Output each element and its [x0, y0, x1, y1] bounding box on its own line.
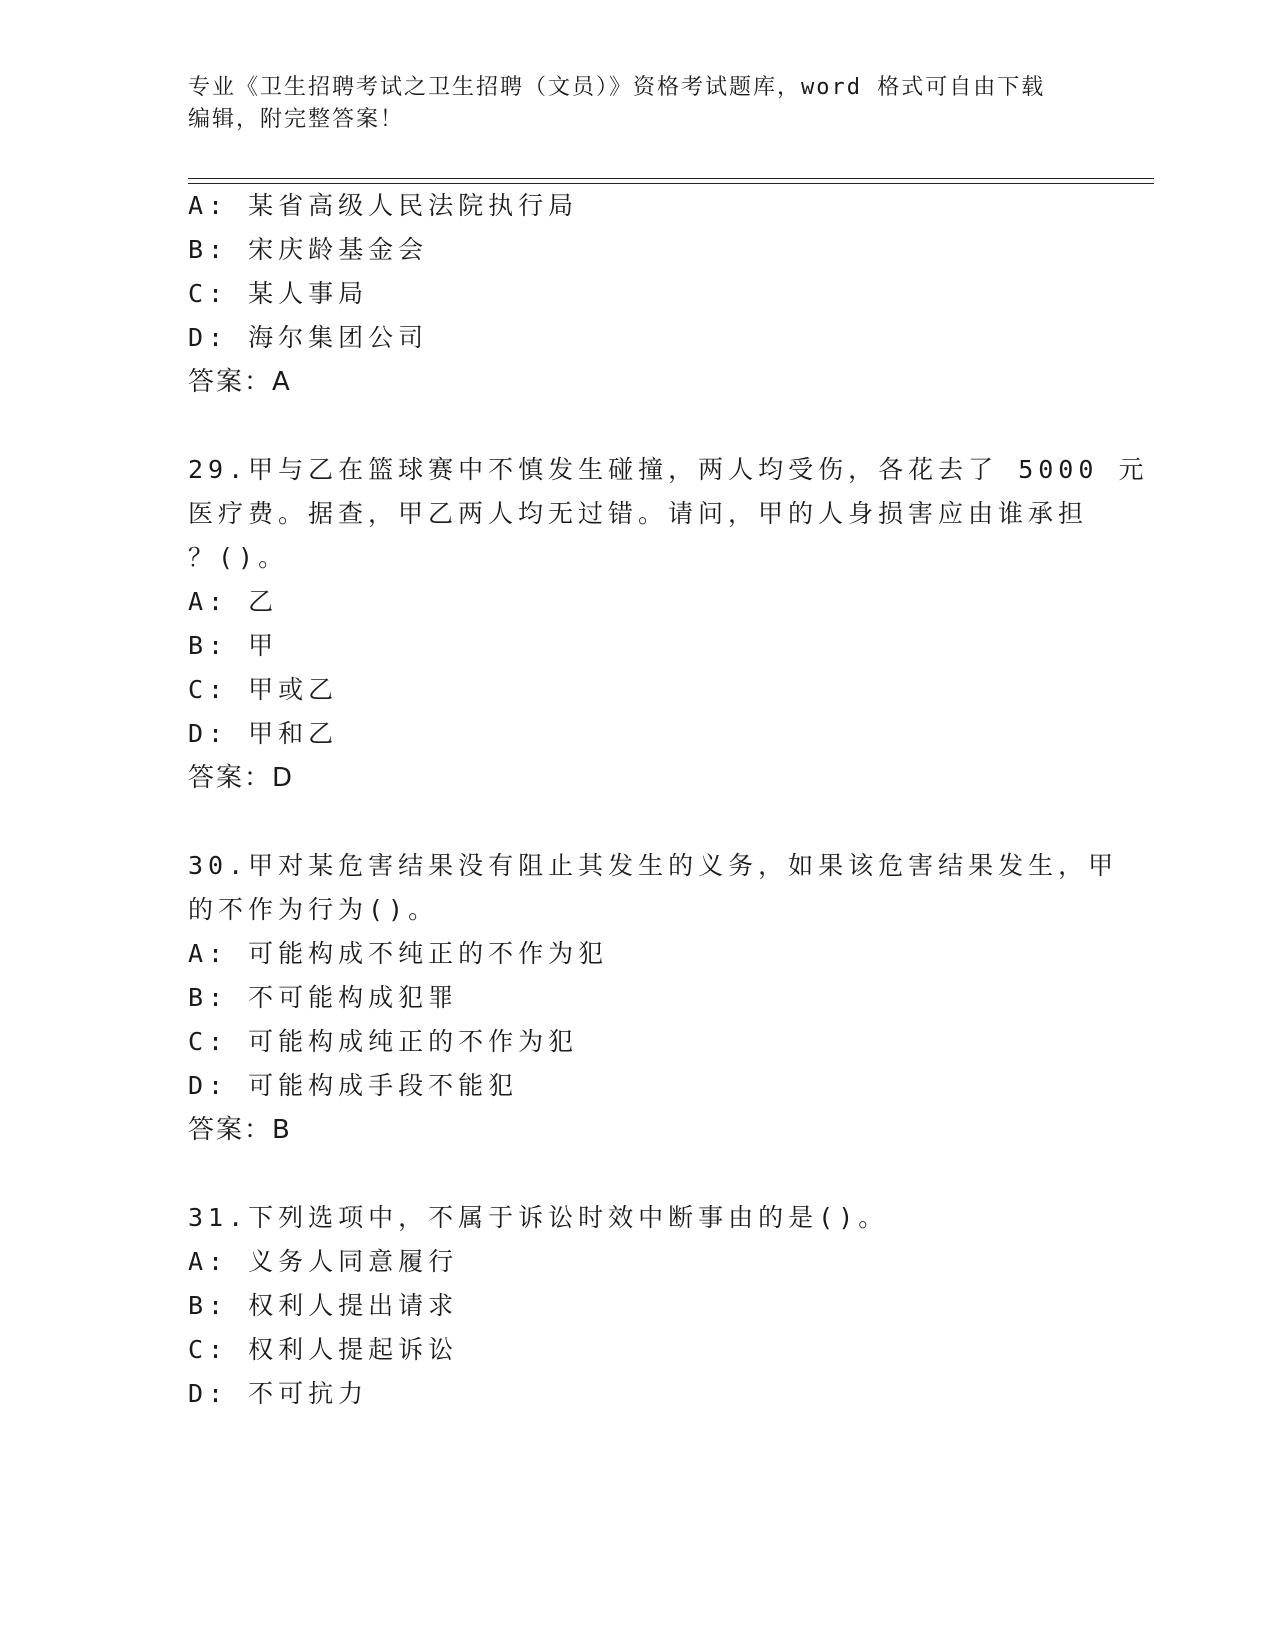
q30-option-d: D: 可能构成手段不能犯 — [188, 1071, 519, 1100]
q29-option-a: A: 乙 — [188, 587, 279, 616]
q29-stem-line-2: 医疗费。据查，甲乙两人均无过错。请问，甲的人身损害应由谁承担 — [188, 499, 1089, 528]
header-line-1: 专业《卫生招聘考试之卫生招聘（文员）》资格考试题库，word 格式可自由下载 — [188, 75, 1046, 100]
q29-answer: 答案：D — [188, 763, 295, 793]
q29-stem-line-1: 29.甲与乙在篮球赛中不慎发生碰撞，两人均受伤，各花去了 5000 元 — [188, 455, 1149, 484]
header-line-2: 编辑，附完整答案！ — [188, 107, 405, 132]
q28-option-b: B: 宋庆龄基金会 — [188, 235, 429, 264]
q29-option-b: B: 甲 — [188, 631, 279, 660]
header-divider-bottom — [188, 183, 1154, 184]
document-header — [188, 72, 1088, 136]
header-divider-top — [188, 178, 1154, 179]
q31-option-d: D: 不可抗力 — [188, 1379, 369, 1408]
q30-option-c: C: 可能构成纯正的不作为犯 — [188, 1027, 579, 1056]
q31-stem-line-1: 31.下列选项中，不属于诉讼时效中断事由的是()。 — [188, 1203, 889, 1232]
q30-stem-line-1: 30.甲对某危害结果没有阻止其发生的义务，如果该危害结果发生，甲 — [188, 851, 1119, 880]
q30-option-b: B: 不可能构成犯罪 — [188, 983, 459, 1012]
q30-stem-line-2: 的不作为行为()。 — [188, 895, 439, 924]
q29-option-c: C: 甲或乙 — [188, 675, 339, 704]
q29-option-d: D: 甲和乙 — [188, 719, 339, 748]
q28-answer: 答案：A — [188, 367, 292, 397]
q31-option-b: B: 权利人提出请求 — [188, 1291, 459, 1320]
q30-option-a: A: 可能构成不纯正的不作为犯 — [188, 939, 609, 968]
q29-stem-line-3: ？()。 — [188, 543, 289, 572]
q28-option-c: C: 某人事局 — [188, 279, 369, 308]
q30-answer: 答案：B — [188, 1115, 292, 1145]
q31-option-a: A: 义务人同意履行 — [188, 1247, 459, 1276]
q28-option-d: D: 海尔集团公司 — [188, 323, 429, 352]
q28-option-a: A: 某省高级人民法院执行局 — [188, 191, 579, 220]
q31-option-c: C: 权利人提起诉讼 — [188, 1335, 459, 1364]
